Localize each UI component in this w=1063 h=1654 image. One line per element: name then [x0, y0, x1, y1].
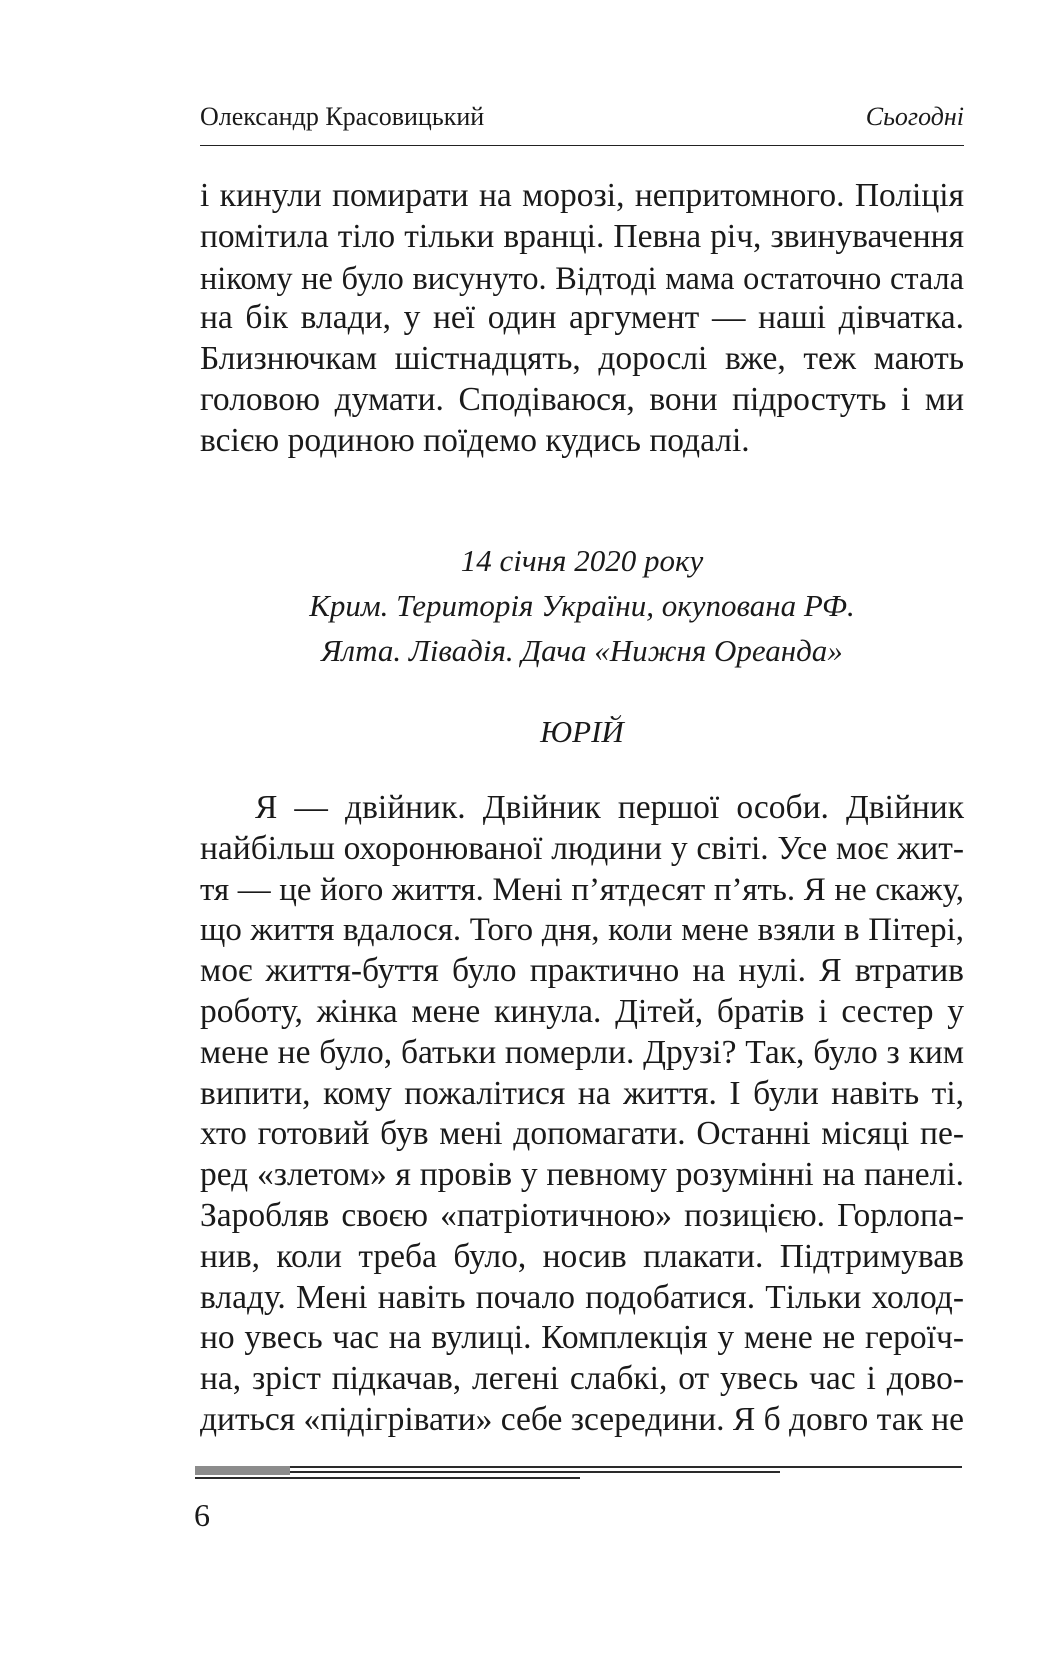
header-rule [200, 145, 964, 146]
header-author: Олександр Красовицький [200, 102, 485, 131]
text-line: тя — це його життя. Мені п’ятдесят п’ять. Я не скажу, [200, 871, 964, 908]
text-line: найбільш охоронюваної людини у світі. Усе моє жит- [200, 829, 964, 867]
speaker-name: ЮРІЙ [540, 714, 624, 749]
text-line: на бік влади, у неї один аргумент — наші дівчатка. [200, 299, 964, 337]
scene-location-1: Крим. Територія України, окупована РФ. [309, 588, 855, 623]
text-line: Близнючкам шістнадцять, дорослі вже, теж мають [200, 340, 964, 378]
text-line: Я — двійник. Двійник першої особи. Двійник [255, 789, 964, 826]
page-number: 6 [194, 1497, 210, 1533]
text-line: Заробляв своєю «патріотичною» позицією. Горлопа- [200, 1196, 964, 1234]
text-line: хто готовий був мені допомагати. Останні місяці пе- [200, 1115, 964, 1153]
text-line: ред «злетом» я провів у певному розумінні на панелі. [200, 1156, 964, 1194]
text-line: владу. Мені навіть почало подобатися. Тільки холод- [200, 1278, 964, 1316]
text-line: випити, кому пожалітися на життя. І були навіть ті, [200, 1074, 964, 1112]
scene-heading [200, 538, 964, 673]
running-header [200, 102, 964, 132]
text-line: мене не було, батьки померли. Друзі? Так, було з ким [200, 1033, 964, 1071]
scene-date: 14 січня 2020 року [460, 543, 704, 578]
paragraph-1 [200, 176, 964, 462]
footer-rule-medium [290, 1471, 780, 1473]
text-line: і кинули помирати на морозі, непритомного. Поліція [200, 177, 964, 214]
text-line: всією родиною поїдемо кудись подалі. [200, 421, 750, 459]
text-line: на, зріст підкачав, легені слабкі, от увесь час і дово- [200, 1360, 964, 1398]
footer-rule-long [290, 1466, 962, 1468]
text-line: помітила тіло тільки вранці. Певна річ, звинувачення [200, 217, 964, 255]
footer-bar-gray [195, 1466, 290, 1475]
scene-location-2: Ялта. Лівадія. Дача «Нижня Ореанда» [321, 633, 843, 668]
text-line: головою думати. Сподіваюся, вони підростуть і ми [200, 380, 964, 418]
footer-rule-short [195, 1477, 580, 1479]
text-line: моє життя-буття було практично на нулі. Я втратив [200, 952, 964, 990]
text-line: нікому не було висунуто. Відтоді мама остаточно стала [200, 259, 964, 296]
text-line: роботу, жінка мене кинула. Дітей, братів і сестер у [200, 992, 964, 1030]
header-book-title: Сьогодні [865, 102, 964, 131]
text-line: но увесь час на вулиці. Комплекція у мене не героїч- [200, 1319, 964, 1357]
text-line: нив, коли треба було, носив плакати. Підтримував [200, 1237, 964, 1275]
text-line: що життя вдалося. Того дня, коли мене взяли в Пітері, [200, 912, 964, 949]
text-line: диться «підігрівати» себе зсередини. Я б довго так не [200, 1400, 965, 1438]
paragraph-2 [200, 788, 964, 1441]
